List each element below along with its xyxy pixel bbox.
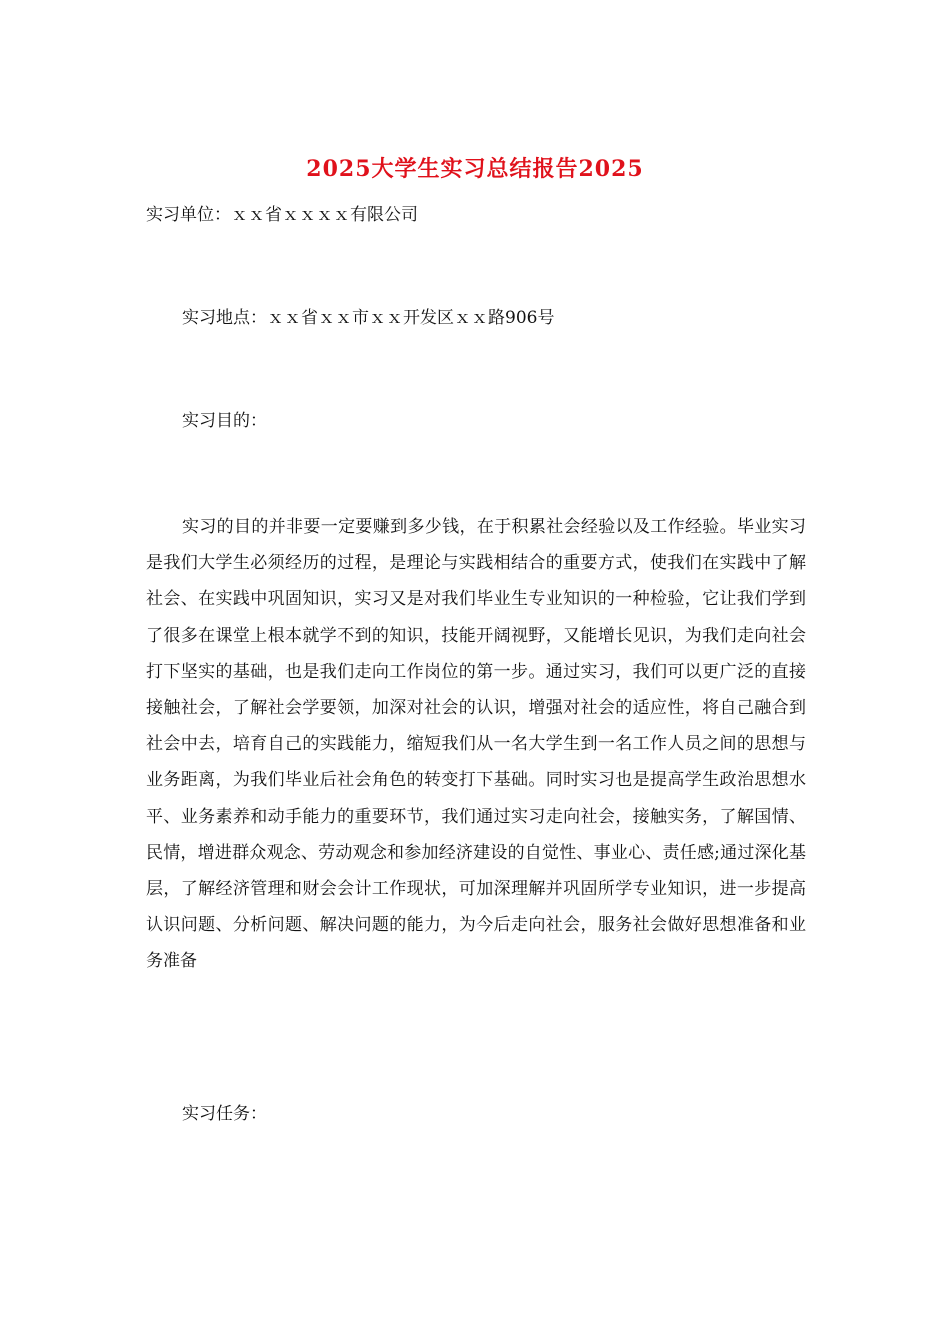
document-title: 2025大学生实习总结报告2025: [306, 156, 644, 182]
purpose-paragraph: 实习的目的并非要一定要赚到多少钱，在于积累社会经验以及工作经验。毕业实习是我们大学生必须经历的过程，是理论与实践相结合的重要方式，使我们在实践中了解社会、在实践中巩固知识，实习又是对我们毕业生专业知识的一种检验，它让我们学到了很多在课堂上根本就学不到的知识，技能开阔视野，又能增长见识，为我们走向社会打下坚实的基础，也是我们走向工作岗位的第一步。通过实习，我们可以更广泛的直接接触社会，了解社会学要领，加深对社会的认识，增强对社会的适应性，将自己融合到社会中去，培育自己的实践能力，缩短我们从一名大学生到一名工作人员之间的思想与业务距离，为我们毕业后社会角色的转变打下基础。同时实习也是提高学生政治思想水平、业务素养和动手能力的重要环节，我们通过实习走向社会，接触实务，了解国情、民情，增进群众观念、劳动观念和参加经济建设的自觉性、事业心、责任感;通过深化基层，了解经济管理和财会会计工作现状，可加深理解并巩固所学专业知识，进一步提高认识问题、分析问题、解决问题的能力，为今后走向社会，服务社会做好思想准备和业务准备: [146, 517, 806, 972]
task-heading: 实习任务：: [182, 1104, 267, 1124]
internship-location-line: 实习地点：ｘｘ省ｘｘ市ｘｘ开发区ｘｘ路906号: [182, 308, 555, 328]
purpose-heading: 实习目的：: [182, 411, 267, 431]
internship-unit-line: 实习单位：ｘｘ省ｘｘｘｘ有限公司: [146, 205, 418, 225]
